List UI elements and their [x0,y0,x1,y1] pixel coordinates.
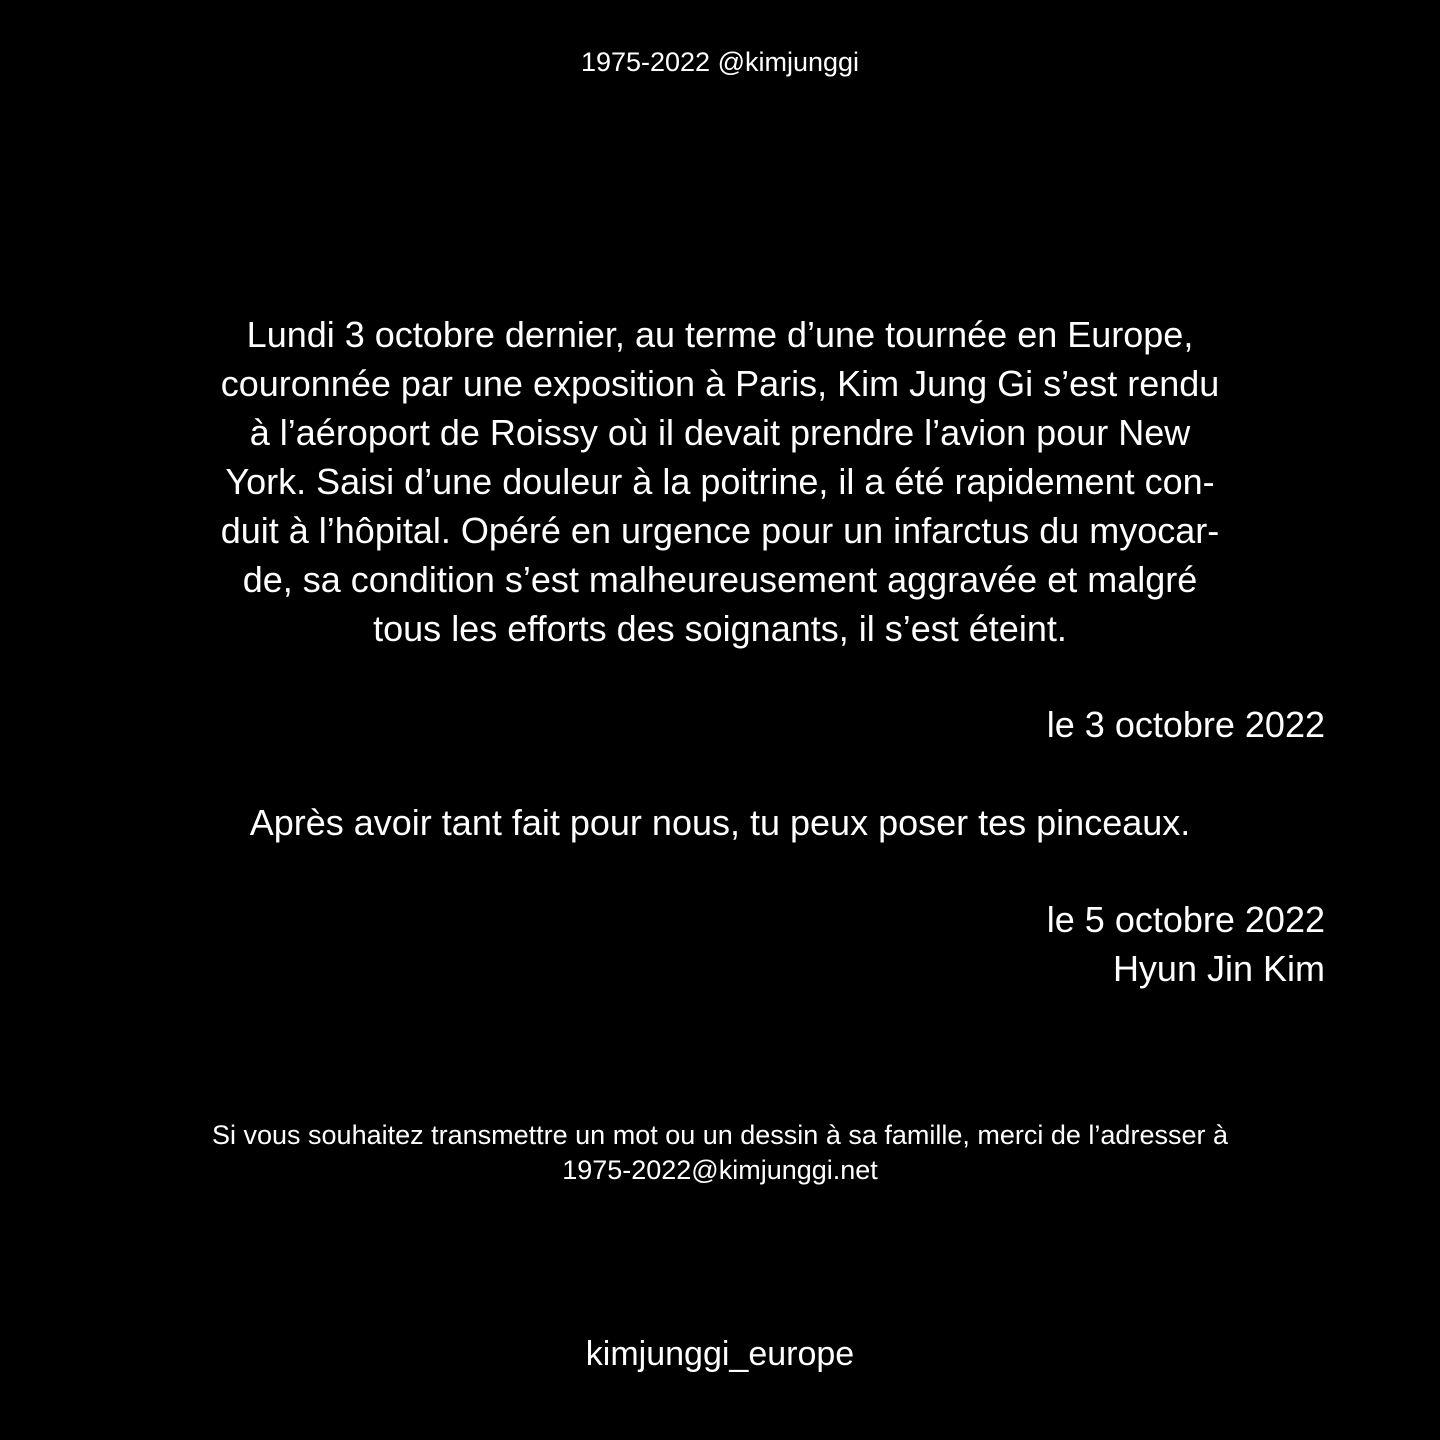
paragraph-line: à l’aéroport de Roissy où il devait prendre l’avion pour New [249,412,1191,453]
closing-message: Après avoir tant fait pour nous, tu peux poser tes pinceaux. [249,802,1191,843]
paragraph-line: tous les efforts des soignants, il s’est éteint. [373,608,1067,649]
first-date-block [1047,700,1325,749]
contact-note [0,1118,1440,1188]
signature-name: Hyun Jin Kim [1112,948,1325,989]
signature-date: le 5 octobre 2022 [1046,899,1325,940]
paragraph-line: Lundi 3 octobre dernier, au terme d’une tournée en Europe, [246,314,1194,355]
announcement-paragraph [0,310,1440,653]
first-date: le 3 octobre 2022 [1046,704,1325,745]
contact-note-text: Si vous souhaitez transmettre un mot ou un dessin à sa famille, merci de l’adresser à [212,1120,1228,1150]
signature-block [1047,895,1325,993]
contact-email-link[interactable]: 1975-2022@kimjunggi.net [562,1155,878,1185]
paragraph-line: couronnée par une exposition à Paris, Kim Jung Gi s’est rendu [220,363,1220,404]
footer-handle: kimjunggi_europe [585,1335,855,1373]
paragraph-line: de, sa condition s’est malheureusement aggravée et malgré [242,559,1198,600]
paragraph-line: duit à l’hôpital. Opéré en urgence pour un infarctus du myocar- [220,510,1220,551]
header-title: 1975-2022 @kimjunggi [580,47,860,77]
paragraph-line: York. Saisi d’une douleur à la poitrine, il a été rapidement con- [225,461,1215,502]
